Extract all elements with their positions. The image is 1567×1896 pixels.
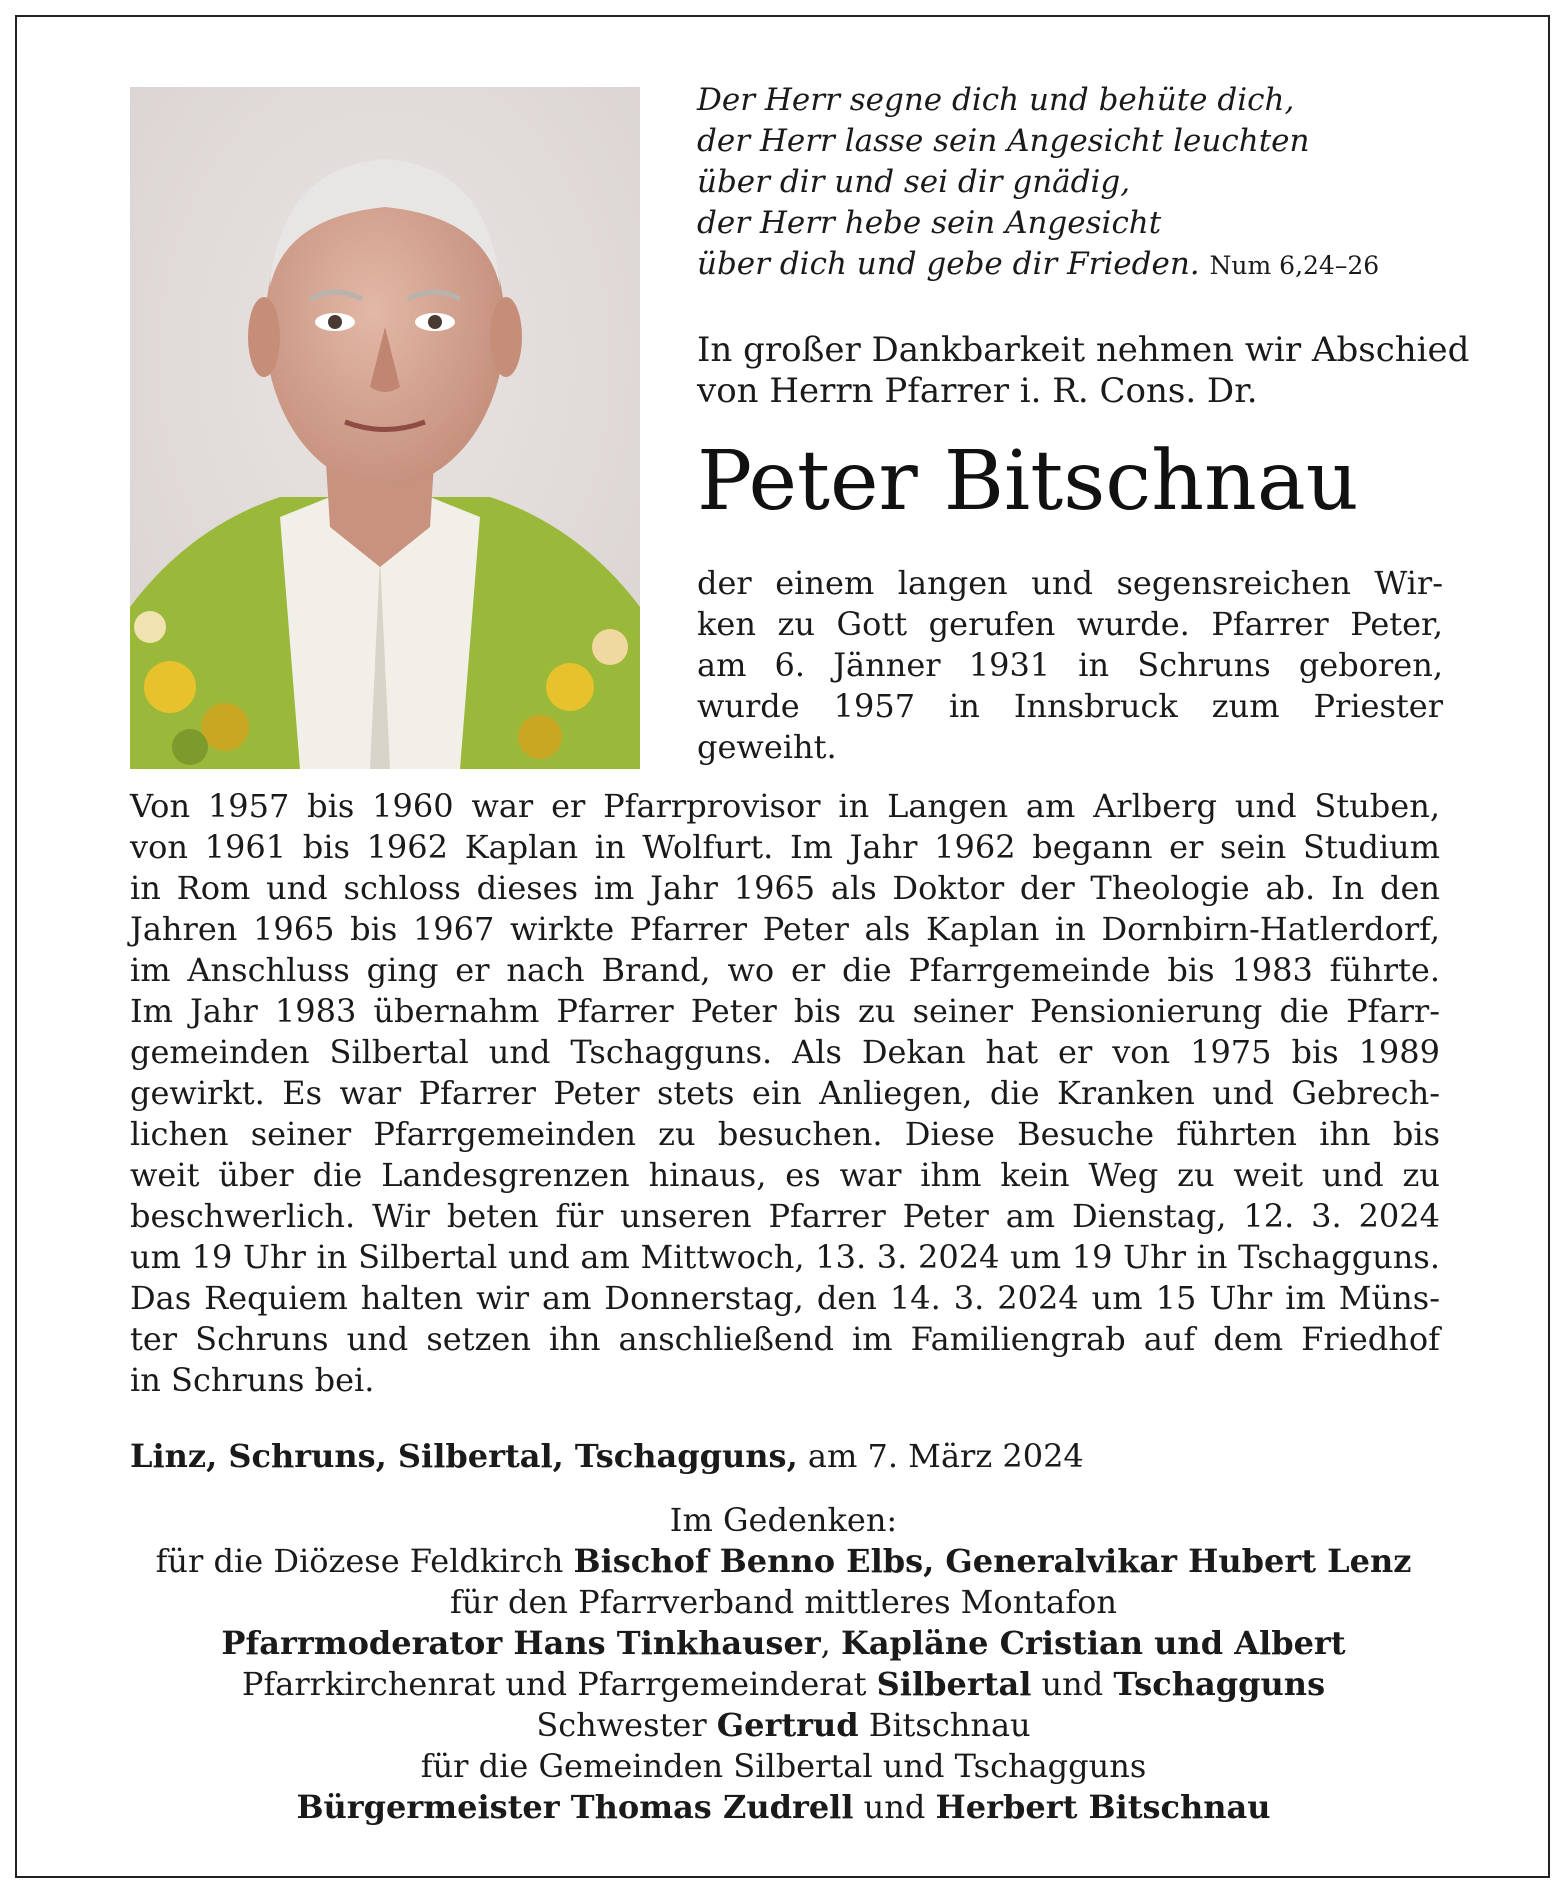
verse-reference: Num 6,24–26: [1209, 251, 1380, 280]
mayor-name: Bürgermeister Thomas Zudrell: [296, 1788, 854, 1826]
separator: ,: [820, 1624, 831, 1662]
sister-first-name: Gertrud: [716, 1706, 859, 1744]
bishop-names: Bischof Benno Elbs, Generalvikar Hubert Lenz: [573, 1542, 1412, 1580]
sister-surname: Bitschnau: [868, 1706, 1031, 1744]
side-line: ken zu Gott gerufen wurde. Pfarrer Peter,: [697, 605, 1443, 643]
council-label: Pfarrkirchenrat und Pfarrgemeinderat: [241, 1665, 867, 1703]
parish-silbertal: Silbertal: [876, 1665, 1032, 1703]
bio-line: in Schruns bei.: [130, 1361, 375, 1399]
side-paragraph: [697, 563, 1443, 768]
memorial-line-6: für die Gemeinden Silbertal und Tschagguns: [420, 1747, 1147, 1785]
sister-label: Schwester: [536, 1706, 707, 1744]
bio-line: in Rom und schloss dieses im Jahr 1965 als Doktor der Theologie ab. In den: [130, 869, 1440, 907]
bio-line: von 1961 bis 1962 Kaplan in Wolfurt. Im Jahr 1962 begann er sein Studium: [130, 828, 1440, 866]
verse-line: der Herr lasse sein Angesicht leuchten: [697, 123, 1310, 159]
bio-line: beschwerlich. Wir beten für unseren Pfarrer Peter am Dienstag, 12. 3. 2024: [130, 1197, 1440, 1235]
bio-line: im Anschluss ging er nach Brand, wo er die Pfarrgemeinde bis 1983 führte.: [130, 951, 1440, 989]
memorial-signatories: [40, 1500, 1527, 1828]
bible-verse: [697, 80, 1457, 286]
verse-line-text: über dich und gebe dir Frieden.: [697, 246, 1200, 282]
bio-line: ter Schruns und setzen ihn anschließend im Familiengrab auf dem Friedhof: [130, 1320, 1440, 1358]
memorial-heading: Im Gedenken:: [669, 1501, 898, 1539]
deceased-name: Peter Bitschnau: [697, 434, 1359, 529]
bio-line: weit über die Landesgrenzen hinaus, es war ihm kein Weg zu weit und zu: [130, 1156, 1440, 1194]
bio-line: Jahren 1965 bis 1967 wirkte Pfarrer Peter als Kaplan in Dornbirn-Hatlerdorf,: [130, 910, 1440, 948]
intro-line-1: In großer Dankbarkeit nehmen wir Abschied: [697, 330, 1470, 370]
biography-paragraph: [130, 786, 1440, 1401]
memorial-line-1: [40, 1541, 1527, 1582]
places: Linz, Schruns, Silbertal, Tschagguns,: [130, 1437, 798, 1475]
memorial-line-7: [40, 1787, 1527, 1828]
bio-line: Im Jahr 1983 übernahm Pfarrer Peter bis zu seiner Pensionierung die Pfarr-: [130, 992, 1440, 1030]
bio-line: Das Requiem halten wir am Donnerstag, den 14. 3. 2024 um 15 Uhr im Müns-: [130, 1279, 1440, 1317]
memorial-line-4: [40, 1664, 1527, 1705]
memorial-line-5: [40, 1705, 1527, 1746]
diocese-label: für die Diözese Feldkirch: [155, 1542, 564, 1580]
place-and-date: [130, 1436, 1084, 1477]
farewell-intro: [697, 330, 1477, 412]
conjunction: und: [863, 1788, 926, 1826]
verse-line-last: [697, 244, 1457, 286]
chaplains-names: Kapläne Cristian und Albert: [841, 1624, 1346, 1662]
moderator-name: Pfarrmoderator Hans Tinkhauser: [221, 1624, 821, 1662]
side-line: geweiht.: [697, 728, 837, 766]
verse-line: Der Herr segne dich und behüte dich,: [697, 82, 1295, 118]
side-line: der einem langen und segensreichen Wir-: [697, 564, 1443, 602]
date: am 7. März 2024: [807, 1437, 1084, 1475]
bio-line: Von 1957 bis 1960 war er Pfarrprovisor in Langen am Arlberg und Stuben,: [130, 787, 1440, 825]
intro-line-2: von Herrn Pfarrer i. R. Cons. Dr.: [697, 371, 1258, 411]
verse-line: über dir und sei dir gnädig,: [697, 164, 1131, 200]
conjunction: und: [1041, 1665, 1104, 1703]
side-line: wurde 1957 in Innsbruck zum Priester: [697, 687, 1443, 725]
side-line: am 6. Jänner 1931 in Schruns geboren,: [697, 646, 1443, 684]
bio-line: gemeinden Silbertal und Tschagguns. Als Dekan hat er von 1975 bis 1989: [130, 1033, 1440, 1071]
verse-line: der Herr hebe sein Angesicht: [697, 205, 1162, 241]
bio-line: lichen seiner Pfarrgemeinden zu besuchen. Diese Besuche führten ihn bis: [130, 1115, 1440, 1153]
memorial-line-3: [40, 1623, 1527, 1664]
parish-tschagguns: Tschagguns: [1113, 1665, 1326, 1703]
bio-line: gewirkt. Es war Pfarrer Peter stets ein Anliegen, die Kranken und Gebrech-: [130, 1074, 1440, 1112]
bio-line: um 19 Uhr in Silbertal und am Mittwoch, 13. 3. 2024 um 19 Uhr in Tschagguns.: [130, 1238, 1440, 1276]
portrait-photo: [130, 87, 640, 769]
memorial-line-2: für den Pfarrverband mittleres Montafon: [450, 1583, 1117, 1621]
second-signatory: Herbert Bitschnau: [935, 1788, 1271, 1826]
